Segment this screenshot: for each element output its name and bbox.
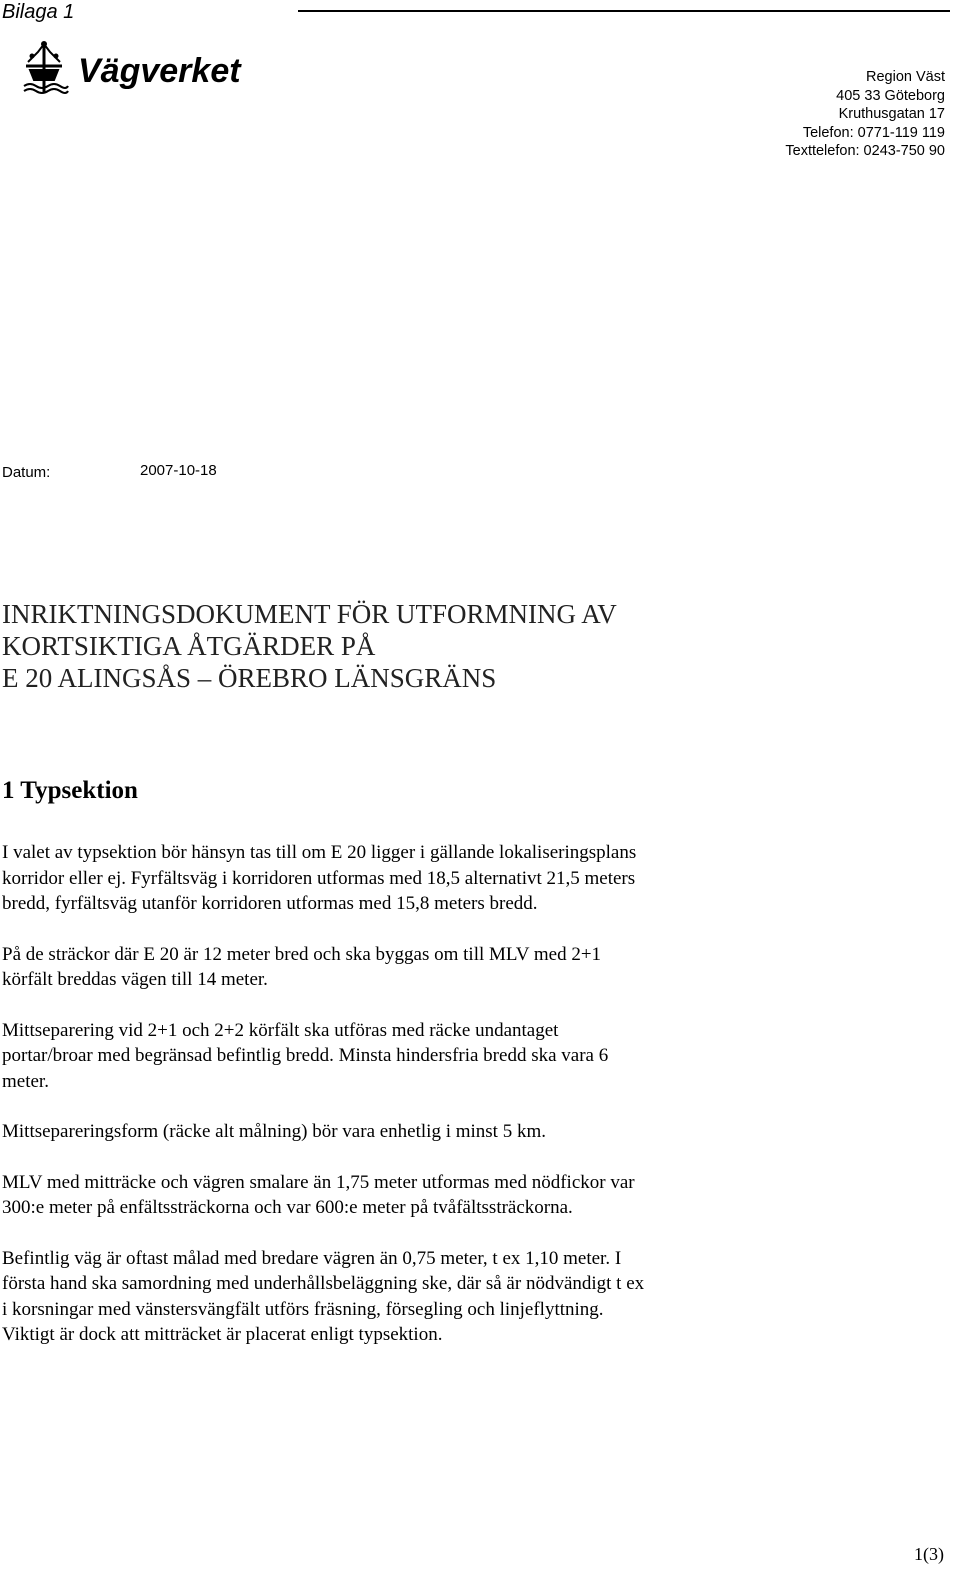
text-line: 300:e meter på enfältssträckorna och var 600:e meter på tvåfältssträckorna. [2, 1197, 573, 1218]
text-line: I valet av typsektion bör hänsyn tas till om E 20 ligger i gällande lokaliseringsplans [2, 842, 637, 863]
paragraph [2, 1119, 932, 1145]
text-line: Mittsepareringsform (räcke alt målning) bör vara enhetlig i minst 5 km. [2, 1121, 546, 1142]
text-line: körfält breddas vägen till 14 meter. [2, 969, 268, 990]
logo-wordmark: Vägverket [78, 52, 241, 90]
section-body [2, 840, 932, 1373]
text-line: Mittseparering vid 2+1 och 2+2 körfält ska utföras med räcke undantaget [2, 1019, 559, 1041]
paragraph [2, 1170, 932, 1221]
text-line: bredd, fyrfältsväg utanför korridoren utformas med 15,8 meters bredd. [2, 893, 538, 914]
title-line: KORTSIKTIGA ÅTGÄRDER PÅ [2, 631, 376, 661]
page-number: 1(3) [914, 1544, 944, 1564]
section-heading: 1 Typsektion [2, 777, 138, 804]
text-line: MLV med mitträcke och vägren smalare än 1,75 meter utformas med nödfickor var [2, 1171, 635, 1193]
vagverket-logo [20, 40, 252, 96]
text-line: Viktigt är dock att mitträcket är placerat enligt typsektion. [2, 1324, 443, 1345]
text-line: i korsningar med vänstersvängfält utförs fräsning, försegling och linjeflyttning. [2, 1298, 604, 1320]
attachment-label: Bilaga 1 [2, 1, 75, 23]
address-line: Texttelefon: 0243-750 90 [785, 143, 945, 159]
crown-emblem-icon [20, 40, 252, 96]
paragraph [2, 840, 932, 917]
title-line: E 20 ALINGSÅS – ÖREBRO LÄNSGRÄNS [2, 663, 497, 693]
document-title [2, 598, 617, 694]
text-line: På de sträckor där E 20 är 12 meter bred och ska byggas om till MLV med 2+1 [2, 943, 602, 965]
text-line: första hand ska samordning med underhållsbeläggning ske, där så är nödvändigt t ex [2, 1273, 645, 1294]
sender-address [785, 68, 945, 161]
text-line: portar/broar med begränsad befintlig bredd. Minsta hindersfria bredd ska vara 6 [2, 1045, 609, 1066]
address-line: Region Väst [866, 69, 945, 85]
paragraph [2, 942, 932, 993]
title-line: INRIKTNINGSDOKUMENT FÖR UTFORMNING AV [2, 599, 617, 629]
paragraph [2, 1018, 932, 1095]
text-line: korridor eller ej. Fyrfältsväg i korridoren utformas med 18,5 alternativt 21,5 meters [2, 867, 636, 889]
address-line: Telefon: 0771-119 119 [802, 124, 945, 141]
header-rule [298, 10, 950, 12]
address-line: 405 33 Göteborg [836, 87, 945, 104]
text-line: Befintlig väg är oftast målad med bredare vägren än 0,75 meter, t ex 1,10 meter. I [2, 1247, 622, 1269]
address-line: Kruthusgatan 17 [838, 106, 945, 122]
text-line: meter. [2, 1070, 49, 1092]
date-value: 2007-10-18 [140, 462, 217, 479]
paragraph [2, 1246, 932, 1348]
date-label: Datum: [2, 464, 51, 481]
